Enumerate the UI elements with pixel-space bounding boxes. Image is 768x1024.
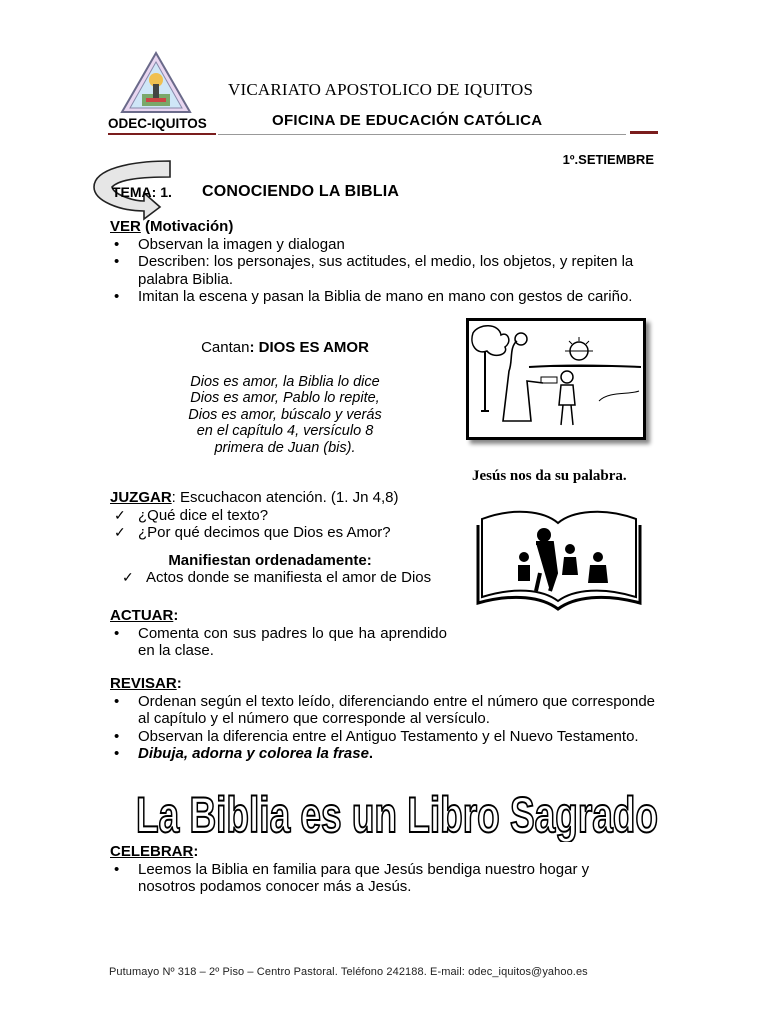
revisar-heading: REVISAR xyxy=(110,675,177,692)
celebrar-colon: : xyxy=(193,843,199,860)
odec-logo xyxy=(120,50,192,116)
manifiestan-list xyxy=(110,569,450,587)
actuar-list xyxy=(110,625,447,660)
tema-label: TEMA: 1. xyxy=(112,184,172,200)
song-lyrics xyxy=(150,374,420,457)
manifiestan-heading: Manifiestan ordenadamente: xyxy=(168,551,372,569)
list-item: ✓ ¿Por qué decimos que Dios es Amor? xyxy=(110,524,450,542)
song-line: primera de Juan (bis). xyxy=(214,439,356,456)
list-item: • Describen: los personajes, sus actitudes, el medio, los objetos, y repiten la palabra Biblia. xyxy=(110,253,658,288)
oficina-title: OFICINA DE EDUCACIÓN CATÓLICA xyxy=(272,112,543,129)
celebrar-heading: CELEBRAR xyxy=(110,843,194,860)
footer-contact: Putumayo Nº 318 – 2º Piso – Centro Pastoral. Teléfono 242188. E-mail: odec_iquitos@yahoo.es xyxy=(109,966,588,978)
ver-heading: VER xyxy=(110,218,141,235)
ver-section xyxy=(110,218,658,306)
actuar-colon: : xyxy=(173,607,179,624)
ver-subheading: (Motivación) xyxy=(140,218,234,235)
list-item: • Imitan la escena y pasan la Biblia de mano en mano con gestos de cariño. xyxy=(110,288,658,306)
odec-label: ODEC-IQUITOS xyxy=(108,116,207,131)
list-item: • Observan la imagen y dialogan xyxy=(110,236,658,254)
revisar-bold-end: . xyxy=(368,745,374,762)
juzgar-section xyxy=(110,489,450,587)
song-prefix: Cantan xyxy=(201,339,250,356)
celebrar-list xyxy=(110,861,658,896)
revisar-bold-item: Dibuja, adorna y colorea la frase xyxy=(138,745,369,762)
actuar-section xyxy=(110,607,447,660)
tema-title: CONOCIENDO LA BIBLIA xyxy=(202,183,400,200)
song-line: Dios es amor, búscalo y verás xyxy=(188,406,382,423)
song-block xyxy=(150,339,420,456)
revisar-colon: : xyxy=(176,675,182,692)
phrase-text: La Biblia es un Libro Sagrado xyxy=(136,787,658,842)
revisar-section xyxy=(110,675,658,763)
header-rule-right xyxy=(630,131,658,134)
song-line: en el capítulo 4, versículo 8 xyxy=(196,423,374,439)
image-caption: Jesús nos da su palabra. xyxy=(472,468,627,484)
song-line: Dios es amor, la Biblia lo dice xyxy=(190,373,380,390)
list-item: • Comenta con sus padres lo que ha aprendido en la clase. xyxy=(110,625,447,660)
song-line: Dios es amor, Pablo lo repite, xyxy=(190,390,380,406)
list-item: • Observan la diferencia entre el Antiguo Testamento y el Nuevo Testamento. xyxy=(110,728,658,746)
list-item: ✓ ¿Qué dice el texto? xyxy=(110,507,450,525)
revisar-list xyxy=(110,693,658,763)
juzgar-list xyxy=(110,507,450,542)
juzgar-heading: JUZGAR xyxy=(110,489,172,506)
vicariato-title: VICARIATO APOSTOLICO DE IQUITOS xyxy=(228,80,534,99)
list-item xyxy=(110,745,658,763)
list-item: • Ordenan según el texto leído, diferenciando entre el número que corresponde al capítulo y el número que corresponde al versículo. xyxy=(110,693,658,728)
date-label: 1º.SETIEMBRE xyxy=(562,152,654,167)
list-item: • Leemos la Biblia en familia para que Jesús bendiga nuestro hogar y nosotros podamos conocer más a Jesús. xyxy=(110,861,658,896)
jesus-illustration-drawing xyxy=(469,321,643,437)
celebrar-section xyxy=(110,843,658,896)
header-rule-main xyxy=(218,134,626,135)
juzgar-text: : Escuchacon atención. (1. Jn 4,8) xyxy=(171,489,399,506)
open-bible-family-image xyxy=(474,505,644,613)
header-rule-left xyxy=(108,133,216,135)
jesus-with-child-image xyxy=(466,318,646,440)
sagrado-phrase xyxy=(132,786,662,842)
actuar-heading: ACTUAR xyxy=(110,607,174,624)
list-item: ✓ Actos donde se manifiesta el amor de Dios xyxy=(118,569,450,587)
ver-list xyxy=(110,236,658,306)
song-title: : DIOS ES AMOR xyxy=(249,339,369,356)
